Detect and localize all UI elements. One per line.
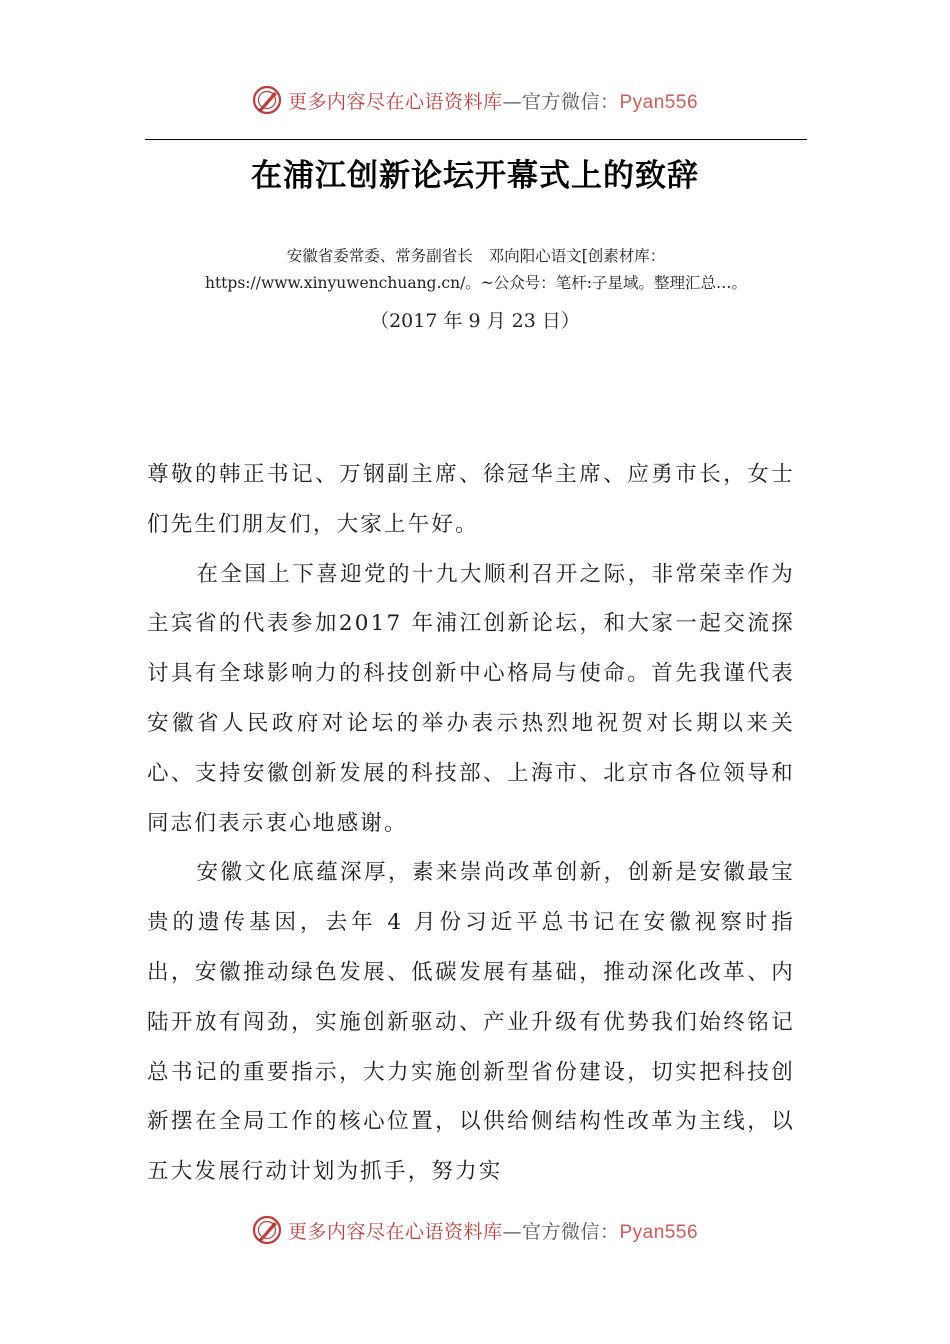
banner-separator: — [502, 90, 522, 113]
document-body [147, 450, 795, 1197]
body-paragraph-salutation: 尊敬的韩正书记、万钢副主席、徐冠华主席、应勇市长，女士们先生们朋友们，大家上午好。 [147, 462, 795, 537]
banner-main-text: 更多内容尽在心语资料库 [287, 90, 503, 113]
banner-wechat-label: 官方微信： [521, 1220, 620, 1243]
pen-logo-icon [252, 85, 282, 115]
banner-separator: — [502, 1220, 522, 1243]
byline-line-2: https://www.xinyuwenchuang.cn/。~公众号：笔杆:子星域。整理汇总…。 [204, 274, 748, 292]
footer-banner [0, 1210, 950, 1250]
document-title: 在浦江创新论坛开幕式上的致辞 [251, 158, 699, 194]
banner-wechat-id: Pyan556 [619, 91, 699, 113]
banner-wechat-id: Pyan556 [619, 1221, 699, 1243]
header-rule [145, 139, 807, 140]
banner-text [288, 1217, 698, 1244]
pen-logo-icon [252, 1215, 282, 1245]
byline [145, 243, 807, 297]
banner-wechat-label: 官方微信： [521, 90, 620, 113]
header-banner [0, 80, 950, 120]
banner-text [288, 87, 698, 114]
document-date: （2017 年 9 月 23 日） [370, 310, 580, 332]
byline-author-name: 邓向阳心语文[创素材库： [488, 247, 666, 265]
body-paragraph: 安徽文化底蕴深厚，素来崇尚改革创新，创新是安徽最宝贵的遗传基因，去年 4 月份习近平总书记在安徽视察时指出，安徽推动绿色发展、低碳发展有基础，推动深化改革、内陆开放有闯劲，实施创新驱动、产业升级有优势我们始终铭记总书记的重要指示，大力实施创新型省份建设，切实把科技创新摆在全局工作的核心位置，以供给侧结构性改革为主线，以五大发展行动计划为抓手，努力实 [147, 860, 795, 1185]
banner-main-text: 更多内容尽在心语资料库 [287, 1220, 503, 1243]
byline-line-1 [145, 243, 807, 270]
byline-author-position: 安徽省委常委、常务副省长 [286, 247, 473, 265]
body-paragraph: 在全国上下喜迎党的十九大顺利召开之际，非常荣幸作为主宾省的代表参加2017 年浦江创新论坛，和大家一起交流探讨具有全球影响力的科技创新中心格局与使命。首先我谨代表安徽省人民政府对论坛的举办表示热烈地祝贺对长期以来关心、支持安徽创新发展的科技部、上海市、北京市各位领导和同志们表示衷心地感谢。 [147, 561, 795, 836]
